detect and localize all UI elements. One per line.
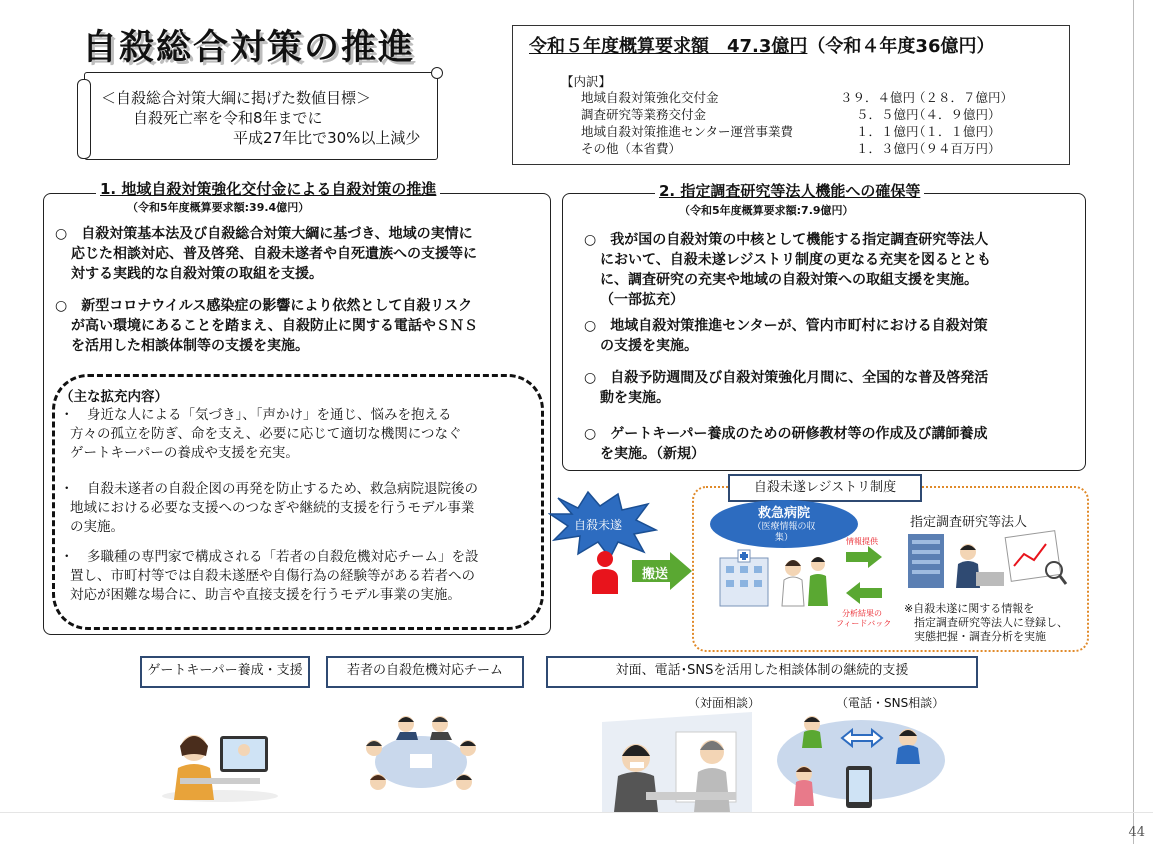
budget-row-name: 調査研究等業務交付金 <box>581 107 707 122</box>
registry-note-2: 指定調査研究等法人に登録し、 <box>914 616 1068 629</box>
hospital-building-icon <box>718 548 838 608</box>
page-border-line <box>1133 0 1134 844</box>
info-provide-label: 情報提供 <box>846 537 878 546</box>
phone-consult-illustration <box>776 708 946 812</box>
item-line: 対応が困難な場合に、助言や直接支援を行うモデル事業の実施。 <box>70 587 461 603</box>
item-line: 応じた相談対応、普及啓発、自殺未遂者や自死遺族への支援等に <box>71 246 477 262</box>
item-line: ○ ゲートキーパー養成のための研修教材等の作成及び講師養成 <box>584 426 988 442</box>
budget-row <box>581 139 1051 155</box>
breakdown-label: 【内訳】 <box>561 74 612 89</box>
registry-title: 自殺未遂レジストリ制度 <box>728 474 922 502</box>
budget-row-amount: １．１億円 <box>856 124 919 139</box>
item-line: ・ 多職種の専門家で構成される「若者の自殺危機対応チーム」を設 <box>60 549 479 565</box>
target-text-2: 平成27年比で30%以上減少 <box>233 129 421 147</box>
target-scroll-box <box>84 72 438 160</box>
item-line: の実施。 <box>70 519 124 535</box>
section1-heading: 1. 地域自殺対策強化交付金による自殺対策の推進 <box>96 178 440 199</box>
info-provide-arrow-icon <box>846 546 882 568</box>
item-line: ○ 自殺予防週間及び自殺対策強化月間に、全国的な普及啓発活 <box>584 370 989 386</box>
scroll-curl-left <box>77 79 91 159</box>
feedback-label-1: 分析結果の <box>842 609 882 618</box>
page-number: 44 <box>1128 825 1145 840</box>
item-line: ○ 新型コロナウイルス感染症の影響により依然として自殺リスク <box>55 298 473 314</box>
item-line: の支援を実施。 <box>600 338 698 354</box>
face-consult-label: （対面相談） <box>688 696 761 710</box>
budget-row <box>581 105 1051 121</box>
target-text-1: 自殺死亡率を令和8年までに <box>133 109 323 127</box>
section1-item <box>55 296 545 356</box>
page-bottom-line <box>0 812 1153 813</box>
feedback-arrow-icon <box>846 582 882 604</box>
budget-row <box>581 122 1051 138</box>
expansion-item <box>60 548 530 605</box>
item-line: において、自殺未遂レジストリ制度の更なる充実を図るととも <box>600 252 991 268</box>
attempt-label: 自殺未遂 <box>574 518 623 532</box>
item-line: に、調査研究の充実や地域の自殺対策への取組支援を実施。 <box>600 272 978 288</box>
budget-row-prev: （１．１億円） <box>913 124 1001 139</box>
phone-consult-label: （電話・SNS相談） <box>836 696 945 710</box>
institute-building-icon <box>904 530 1070 590</box>
item-line: が高い環境にあることを踏まえ、自殺防止に関する電話やＳＮＳ <box>71 318 478 334</box>
expansion-item <box>60 406 530 463</box>
target-heading: ＜自殺総合対策大綱に掲げた数値目標＞ <box>101 89 372 107</box>
feedback-label-2: フィードバック <box>836 619 892 628</box>
item-line: ○ 自殺対策基本法及び自殺総合対策大綱に基づき、地域の実情に <box>55 226 473 242</box>
section2-item <box>584 316 1080 356</box>
budget-heading <box>529 32 994 58</box>
youth-team-illustration <box>356 710 486 802</box>
item-line: を実施。（新規） <box>600 446 705 462</box>
budget-row-amount: ３９．４億円 <box>840 90 916 105</box>
section1-subheading: （令和5年度概算要求額:39.4億円） <box>127 201 310 214</box>
expansion-item <box>60 480 530 537</box>
gatekeeper-illustration <box>160 716 280 802</box>
person-icon <box>590 550 620 594</box>
item-line: ○ 我が国の自殺対策の中核として機能する指定調査研究等法人 <box>584 232 989 248</box>
section2-subheading: （令和5年度概算要求額:7.9億円） <box>679 204 854 217</box>
section2-heading: 2. 指定調査研究等法人機能への確保等 <box>655 180 924 201</box>
section2-item <box>584 230 1080 310</box>
item-line: 動を実施。 <box>600 390 670 406</box>
gatekeeper-box: ゲートキーパー養成・支援 <box>140 656 310 688</box>
item-line: ・ 自殺未遂者の自殺企図の再発を防止するため、救急病院退院後の <box>60 481 478 497</box>
hospital-label: 救急病院 <box>757 506 810 521</box>
section2-item <box>584 368 1080 408</box>
budget-total: 令和５年度概算要求額 47.3億円 <box>529 36 808 57</box>
budget-box <box>512 25 1070 165</box>
item-line: ○ 地域自殺対策推進センターが、管内市町村における自殺対策 <box>584 318 988 334</box>
budget-row-prev: （２８．７億円） <box>913 90 1014 105</box>
page-title: 自殺総合対策の推進 <box>82 28 416 68</box>
budget-row-prev: （４．９億円） <box>913 107 1001 122</box>
budget-previous: （令和４年度36億円） <box>807 36 995 57</box>
budget-row <box>581 88 1051 104</box>
face-consult-illustration <box>602 712 752 812</box>
item-line: 対する実践的な自殺対策の取組を支援。 <box>71 266 323 282</box>
scroll-curl-right <box>431 67 443 79</box>
section1-item <box>55 224 545 284</box>
budget-row-name: 地域自殺対策推進センター運営事業費 <box>581 124 794 139</box>
budget-row-name: その他（本省費） <box>581 141 682 156</box>
expansion-label: （主な拡充内容） <box>60 389 168 405</box>
budget-row-amount: ５．５億円 <box>856 107 919 122</box>
consult-box: 対面、電話･SNSを活用した相談体制の継続的支援 <box>546 656 978 688</box>
item-line: ゲートキーパーの養成や支援を充実。 <box>70 445 299 461</box>
item-line: を活用した相談体制等の支援を実施。 <box>71 338 309 354</box>
institute-label: 指定調査研究等法人 <box>910 515 1028 530</box>
item-line: （一部拡充） <box>600 292 684 308</box>
item-line: 方々の孤立を防ぎ、命を支え、必要に応じて適切な機関につなぐ <box>70 426 462 442</box>
item-line: 地域における必要な支援へのつなぎや継続的支援を行うモデル事業 <box>70 500 475 516</box>
item-line: ・ 身近な人による「気づき」、「声かけ」を通じ、悩みを抱える <box>60 407 452 423</box>
budget-row-amount: １．３億円 <box>856 141 919 156</box>
youth-team-box: 若者の自殺危機対応チーム <box>326 656 524 688</box>
hospital-sub-2: 集） <box>774 533 793 543</box>
budget-row-name: 地域自殺対策強化交付金 <box>581 90 719 105</box>
item-line: 置し、市町村等では自殺未遂歴や自傷行為の経験等がある若者への <box>70 568 475 584</box>
transport-label: 搬送 <box>642 567 669 582</box>
budget-row-prev: （９４百万円） <box>913 141 1001 156</box>
registry-note-1: ※自殺未遂に関する情報を <box>904 602 1035 615</box>
section2-item <box>584 424 1080 464</box>
hospital-sub-1: （医療情報の収 <box>752 522 816 532</box>
registry-note-3: 実態把握・調査分析を実施 <box>914 630 1046 643</box>
